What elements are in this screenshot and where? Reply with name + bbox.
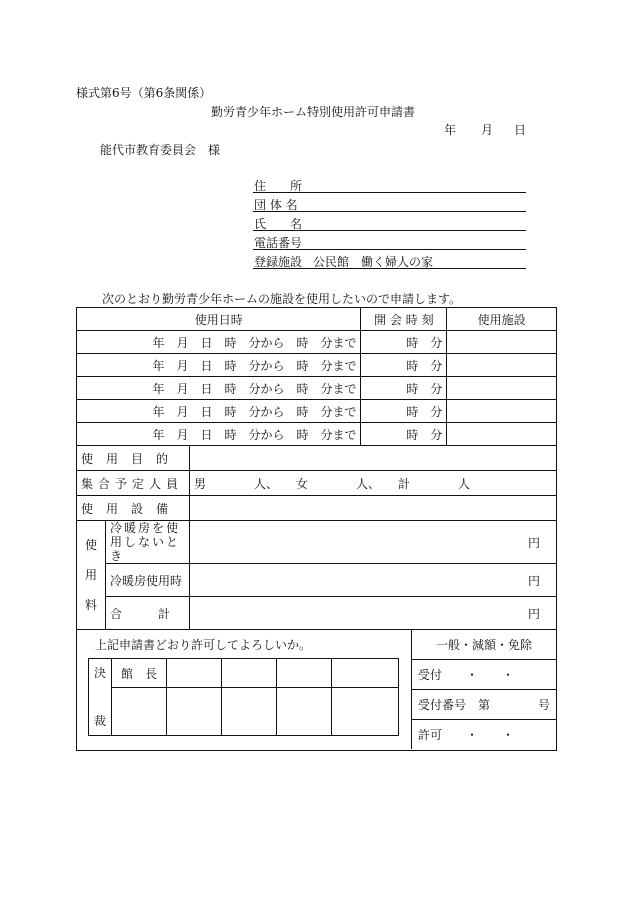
approval-stamp-table — [88, 658, 399, 736]
usage-row — [77, 400, 557, 423]
received-date[interactable]: 受付 ・ ・ — [412, 660, 557, 690]
kessai-char-1: 決 — [93, 666, 106, 680]
office-use-table — [411, 630, 557, 749]
intro-text: 次のとおり勤労青少年ホームの施設を使用したいので申請します。 — [102, 292, 462, 306]
facility-cell[interactable] — [447, 423, 557, 446]
stamp-header-cell — [167, 659, 222, 688]
fee-total-label: 合 計 — [105, 597, 189, 630]
usage-datetime-cell[interactable]: 年 月 日 時 分から 時 分まで — [77, 331, 361, 354]
header-usage-datetime: 使用日時 — [77, 308, 361, 331]
fee-label — [77, 521, 106, 630]
group-name-field[interactable] — [253, 211, 526, 212]
purpose-label: 使用目的 — [77, 446, 190, 471]
director-stamp-cell[interactable] — [112, 688, 167, 736]
registered-facility-field[interactable] — [253, 268, 526, 269]
address-field[interactable] — [253, 192, 526, 193]
usage-datetime-cell[interactable]: 年 月 日 時 分から 時 分まで — [77, 423, 361, 446]
stamp-cell[interactable] — [277, 688, 332, 736]
phone-field[interactable] — [253, 249, 526, 250]
facility-cell[interactable] — [447, 400, 557, 423]
name-label: 氏 名 — [254, 217, 303, 231]
stamp-cell[interactable] — [167, 688, 222, 736]
received-number-prefix: 受付番号 第 — [418, 698, 491, 712]
header-open-time: 開 会 時 刻 — [361, 308, 447, 331]
stamp-header-cell — [222, 659, 277, 688]
attendance-label: 集合予定人員 — [77, 471, 190, 496]
kessai-label — [89, 659, 112, 736]
address-label: 住 所 — [254, 179, 303, 193]
usage-datetime-cell[interactable]: 年 月 日 時 分から 時 分まで — [77, 354, 361, 377]
form-number: 様式第6号（第6条関係） — [76, 86, 212, 100]
open-time-cell[interactable]: 時 分 — [361, 400, 447, 423]
facility-cell[interactable] — [447, 331, 557, 354]
phone-label: 電話番号 — [254, 236, 303, 250]
fee-ac-amount[interactable]: 円 — [189, 564, 556, 597]
stamp-header-cell — [277, 659, 332, 688]
permitted-date[interactable]: 許可 ・ ・ — [412, 720, 557, 750]
open-time-cell[interactable]: 時 分 — [361, 354, 447, 377]
open-time-cell[interactable]: 時 分 — [361, 423, 447, 446]
registered-facility-label: 登録施設 — [254, 255, 303, 269]
fee-ac-label: 冷暖房使用時 — [105, 564, 189, 597]
facility-cell[interactable] — [447, 354, 557, 377]
addressee: 能代市教育委員会 様 — [100, 143, 221, 157]
fee-no-ac-label: 冷暖房を使用しないとき — [105, 521, 189, 564]
fee-no-ac-amount[interactable]: 円 — [189, 521, 556, 564]
registered-facility-value: 公民館 働く婦人の家 — [313, 255, 434, 269]
received-number-suffix: 号 — [537, 698, 550, 712]
usage-datetime-cell[interactable]: 年 月 日 時 分から 時 分まで — [77, 377, 361, 400]
attendance-field[interactable]: 男 人、 女 人、 計 人 — [189, 471, 556, 496]
facility-cell[interactable] — [447, 377, 557, 400]
name-field[interactable] — [253, 230, 526, 231]
date-day: 日 — [514, 123, 527, 137]
equipment-field[interactable] — [189, 496, 556, 521]
received-number[interactable] — [412, 690, 557, 720]
stamp-cell[interactable] — [222, 688, 277, 736]
usage-row — [77, 354, 557, 377]
fee-char-2: 用 — [84, 568, 97, 582]
kessai-char-2: 裁 — [93, 714, 106, 728]
director-label: 館 長 — [112, 659, 167, 688]
header-facility: 使用施設 — [447, 308, 557, 331]
fee-char-1: 使 — [84, 538, 97, 552]
open-time-cell[interactable]: 時 分 — [361, 331, 447, 354]
purpose-field[interactable] — [189, 446, 556, 471]
usage-table — [76, 307, 557, 630]
date-month: 月 — [481, 123, 494, 137]
usage-row — [77, 423, 557, 446]
fee-char-3: 料 — [84, 598, 97, 612]
usage-row — [77, 377, 557, 400]
date-year: 年 — [444, 123, 457, 137]
usage-row — [77, 331, 557, 354]
form-title: 勤労青少年ホーム特別使用許可申請書 — [211, 105, 416, 119]
stamp-header-cell — [332, 659, 399, 688]
open-time-cell[interactable]: 時 分 — [361, 377, 447, 400]
approval-question: 上記申請書どおり許可してよろしいか。 — [95, 638, 312, 652]
group-name-label: 団 体 名 — [254, 198, 298, 212]
fee-total-amount[interactable]: 円 — [189, 597, 556, 630]
usage-datetime-cell[interactable]: 年 月 日 時 分から 時 分まで — [77, 400, 361, 423]
stamp-cell[interactable] — [332, 688, 399, 736]
equipment-label: 使用設備 — [77, 496, 190, 521]
fee-category[interactable]: 一般・減額・免除 — [412, 630, 557, 660]
